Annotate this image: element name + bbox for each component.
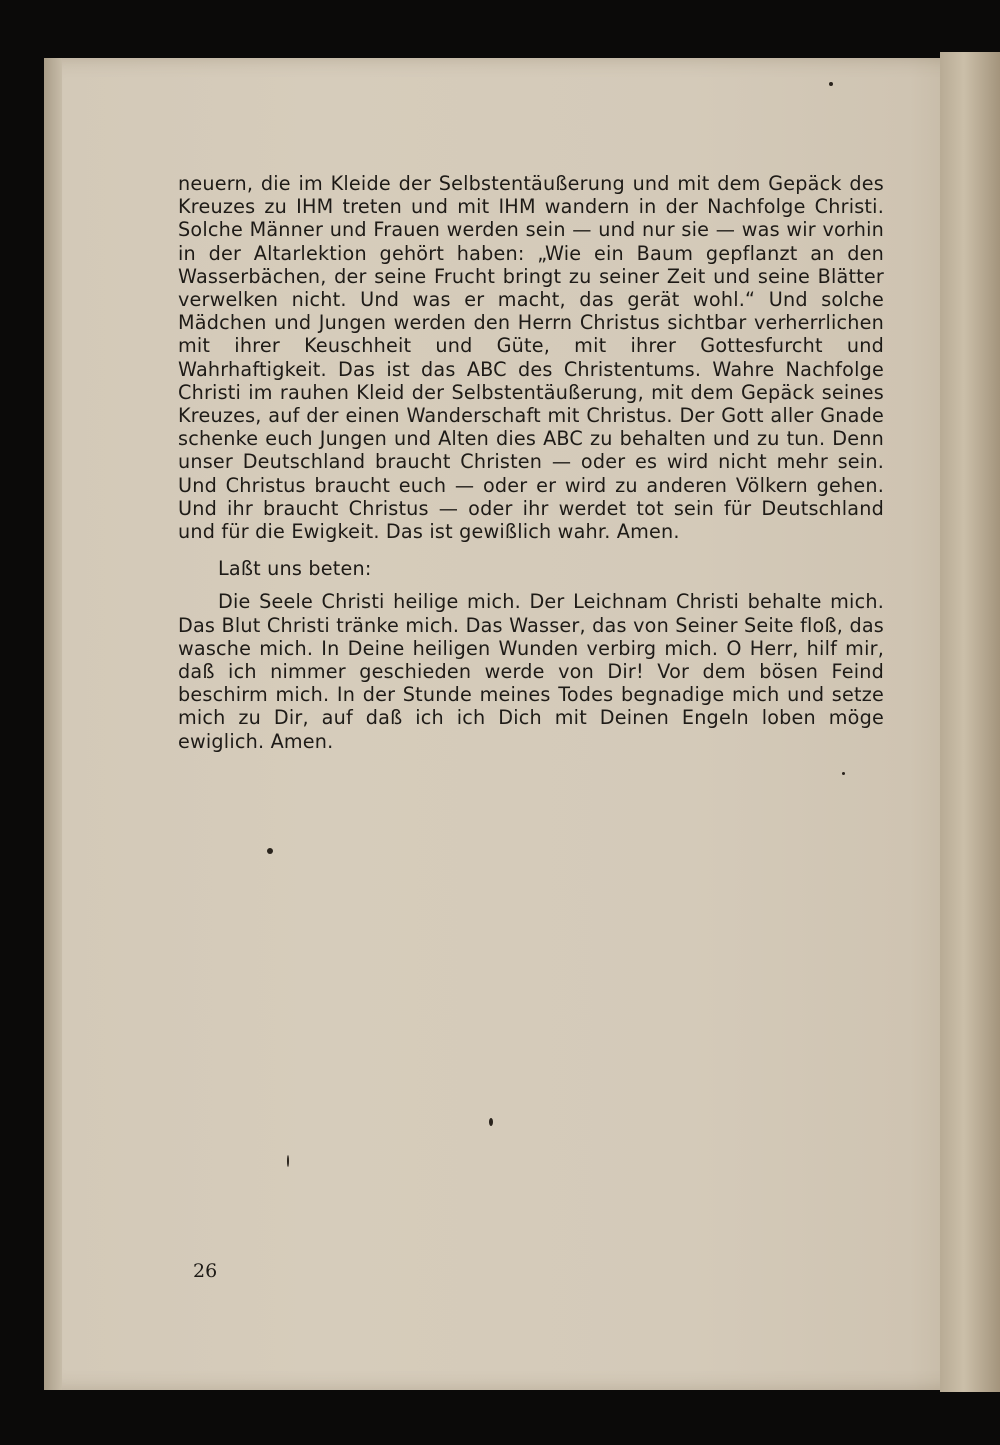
ink-speck (829, 82, 833, 86)
body-text (178, 172, 884, 753)
main-paragraph: neuern, die im Kleide der Selbstentäußerung und mit dem Gepäck des Kreuzes zu IHM treten und mit IHM wandern in der Nachfolge Christi. Solche Männer und Frauen werden sein — und nur sie — was wir vorhin in der Altarlektion gehört haben: „Wie ein Baum gepflanzt an den Wasserbächen, der seine Frucht bringt zu seiner Zeit und seine Blätter verwelken nicht. Und was er macht, das gerät wohl.“ Und solche Mädchen und Jungen werden den Herrn Christus sichtbar verherrlichen mit ihrer Keuschheit und Güte, mit ihrer Gottesfurcht und Wahrhaftigkeit. Das ist das ABC des Christentums. Wahre Nachfolge Christi im rauhen Kleid der Selbstentäußerung, mit dem Gepäck seines Kreuzes, auf der einen Wanderschaft mit Christus. Der Gott aller Gnade schenke euch Jungen und Alten dies ABC zu behalten und zu tun. Denn unser Deutschland braucht Christen — oder es wird nicht mehr sein. Und Christus braucht euch — oder er wird zu anderen Völkern gehen. Und ihr braucht Christus — oder ihr werdet tot sein für Deutschland und für die Ewigkeit. Das ist gewißlich wahr. Amen. (178, 172, 884, 544)
page-edge-left (44, 58, 62, 1390)
ink-speck (287, 1155, 289, 1167)
prayer-intro: Laßt uns beten: (218, 557, 372, 581)
page-number: 26 (193, 1260, 218, 1282)
prayer-paragraph: Die Seele Christi heilige mich. Der Leichnam Christi behalte mich. Das Blut Christi tränke mich. Das Wasser, das von Seiner Seite floß, das wasche mich. In Deine heiligen Wunden verbirg mich. O Herr, hilf mir, daß ich nimmer geschieden werde von Dir! Vor dem bösen Feind beschirm mich. In der Stunde meines Todes begnadige mich und setze mich zu Dir, auf daß ich ich Dich mit Deinen Engeln loben möge ewiglich. Amen. (178, 590, 884, 753)
ink-speck (842, 772, 845, 775)
ink-speck (489, 1118, 493, 1126)
ink-speck (267, 848, 273, 854)
page-edge-right (940, 52, 1000, 1392)
